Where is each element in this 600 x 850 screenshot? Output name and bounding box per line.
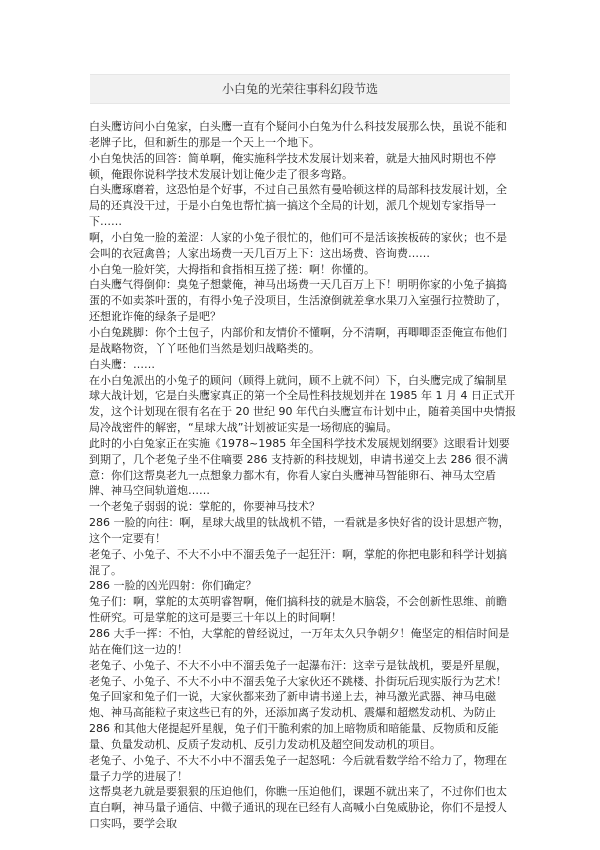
document-title: 小白兔的光荣往事科幻段节选	[90, 74, 510, 104]
paragraph: 老兔子、小兔子、不大不小中不溜丢兔子一起怒吼：今后就看数学给不给力了，物理在量子力学的进展了！	[89, 753, 507, 783]
paragraph: 兔子们：啊，掌舵的太英明睿智啊，俺们搞科技的就是木脑袋，不会创新性思维、前瞻性研究。可是掌舵的这可是要三十年以上的时间啊！	[89, 595, 507, 625]
paragraph: 白头鹰琢磨着，这恐怕是个好事，不过自己虽然有曼哈顿这样的局部科技发展计划，全局的还真没干过，于是小白兔也帮忙搞一搞这个全局的计划，派几个规划专家指导一下……	[89, 183, 507, 229]
paragraph: 286 大手一挥：不怕，大掌舵的曾经说过，一万年太久只争朝夕！俺坚定的相信时间是站在俺们这一边的！	[89, 627, 510, 656]
paragraph: 兔子回家和兔子们一说，大家伙都来劲了新申请书递上去，神马激光武器、神马电磁炮、神马高能粒子束这些已有的外，还添加离子发动机、震爆和超燃发动机、为防止 286 和其他大佬提起歼星舰，兔子们干脆利索的加上暗物质和暗能量、反物质和反能量、负量发动机、反质子发动机、反引力发动机及超空间发动机的项目。	[89, 690, 499, 751]
paragraph: 小白兔一脸奸笑，大拇指和食指相互搓了搓：啊！你懂的。	[89, 262, 375, 276]
paragraph: 老兔子、小兔子、不大不小中不溜丢兔子一起狂汗：啊，掌舵的你把电影和科学计划搞混了。	[89, 547, 507, 577]
paragraph: 啊，小白兔一脸的羞涩：人家的小兔子很忙的，他们可不是活该挨板砖的家伙；也不是会叫的衣冠禽兽；人家出场费一天几百万上下：这出场费、咨询费……	[89, 230, 507, 260]
document-body	[89, 119, 517, 832]
paragraph: 小白兔跳脚：你个土包子，内部价和友情价不懂啊，分不清啊，再唧唧歪歪俺宣布他们是战略物资，丫丫呸他们当然是划归战略类的。	[89, 325, 507, 355]
paragraph: 一个老兔子弱弱的说：掌舵的，你要神马技术？	[89, 500, 320, 514]
paragraph: 老兔子、小兔子、不大不小中不溜丢兔子一起瀑布汗：这幸亏是钛战机，要是歼星舰，老兔子、小兔子、不大不小中不溜丢兔子大家伙还不跳楼、扑街玩后现实版行为艺术！	[89, 658, 507, 688]
paragraph: 白头鹰访问小白兔家，白头鹰一直有个疑问小白兔为什么科技发展那么快，虽说不能和老牌子比，但和新生的那是一个天上一个地下。	[89, 120, 507, 149]
paragraph: 这帮臭老九就是要狠狠的压迫他们，你瞧一压迫他们，课题不就出来了，不过你们也太直白啊，神马量子通信、中微子通讯的现在已经有人高喊小白兔威胁论，你们不是授人口实吗，要学会取	[89, 785, 507, 831]
paragraph: 白头鹰气得倒仰：臭兔子想蒙俺，神马出场费一天几百万上下！明明你家的小兔子搞捣蛋的不如卖茶叶蛋的，有得小兔子没项目，生活潦倒就差拿水果刀入室强行拉赞助了，还想讹诈俺的绿条子是吧？	[89, 278, 507, 324]
paragraph: 小白兔快活的回答：简单啊，俺实施科学技术发展计划来着，就是大抽风时期也不停顿，俺跟你说科学技术发展计划让俺少走了很多弯路。	[89, 151, 496, 181]
paragraph: 此时的小白兔家正在实施《1978~1985 年全国科学技术发展规划纲要》这眼看计划要到期了，几个老兔子坐不住嘀要 286 支持新的科技规划，申请书递交上去 286 很不满意：你们这帮臭老九一点想象力都木有，你看人家白头鹰神马智能卵石、神马太空盾牌、神马空间轨道炮……	[89, 436, 510, 498]
paragraph: 286 一脸的凶光四射：你们确定？	[89, 579, 257, 593]
paragraph: 286 一脸的向往：啊，星球大战里的钛战机不错，一看就是多快好省的设计思想产物，这个一定要有！	[89, 516, 510, 545]
paragraph: 在小白兔派出的小兔子的顾问（顾得上就问，顾不上就不问）下，白头鹰完成了编制星球大战计划，它是白头鹰家真正的第一个全局性科技规划并在 1985 年 1 月 4 日正式开发，这个计划现在很有名在于 20 世纪 90 年代白头鹰宣布计划中止，随着美国中央情报局冷战密件的解密，“星球大战”计划被证实是一场彻底的骗局。	[89, 373, 516, 435]
paragraph: 白头鹰：……	[89, 357, 155, 371]
